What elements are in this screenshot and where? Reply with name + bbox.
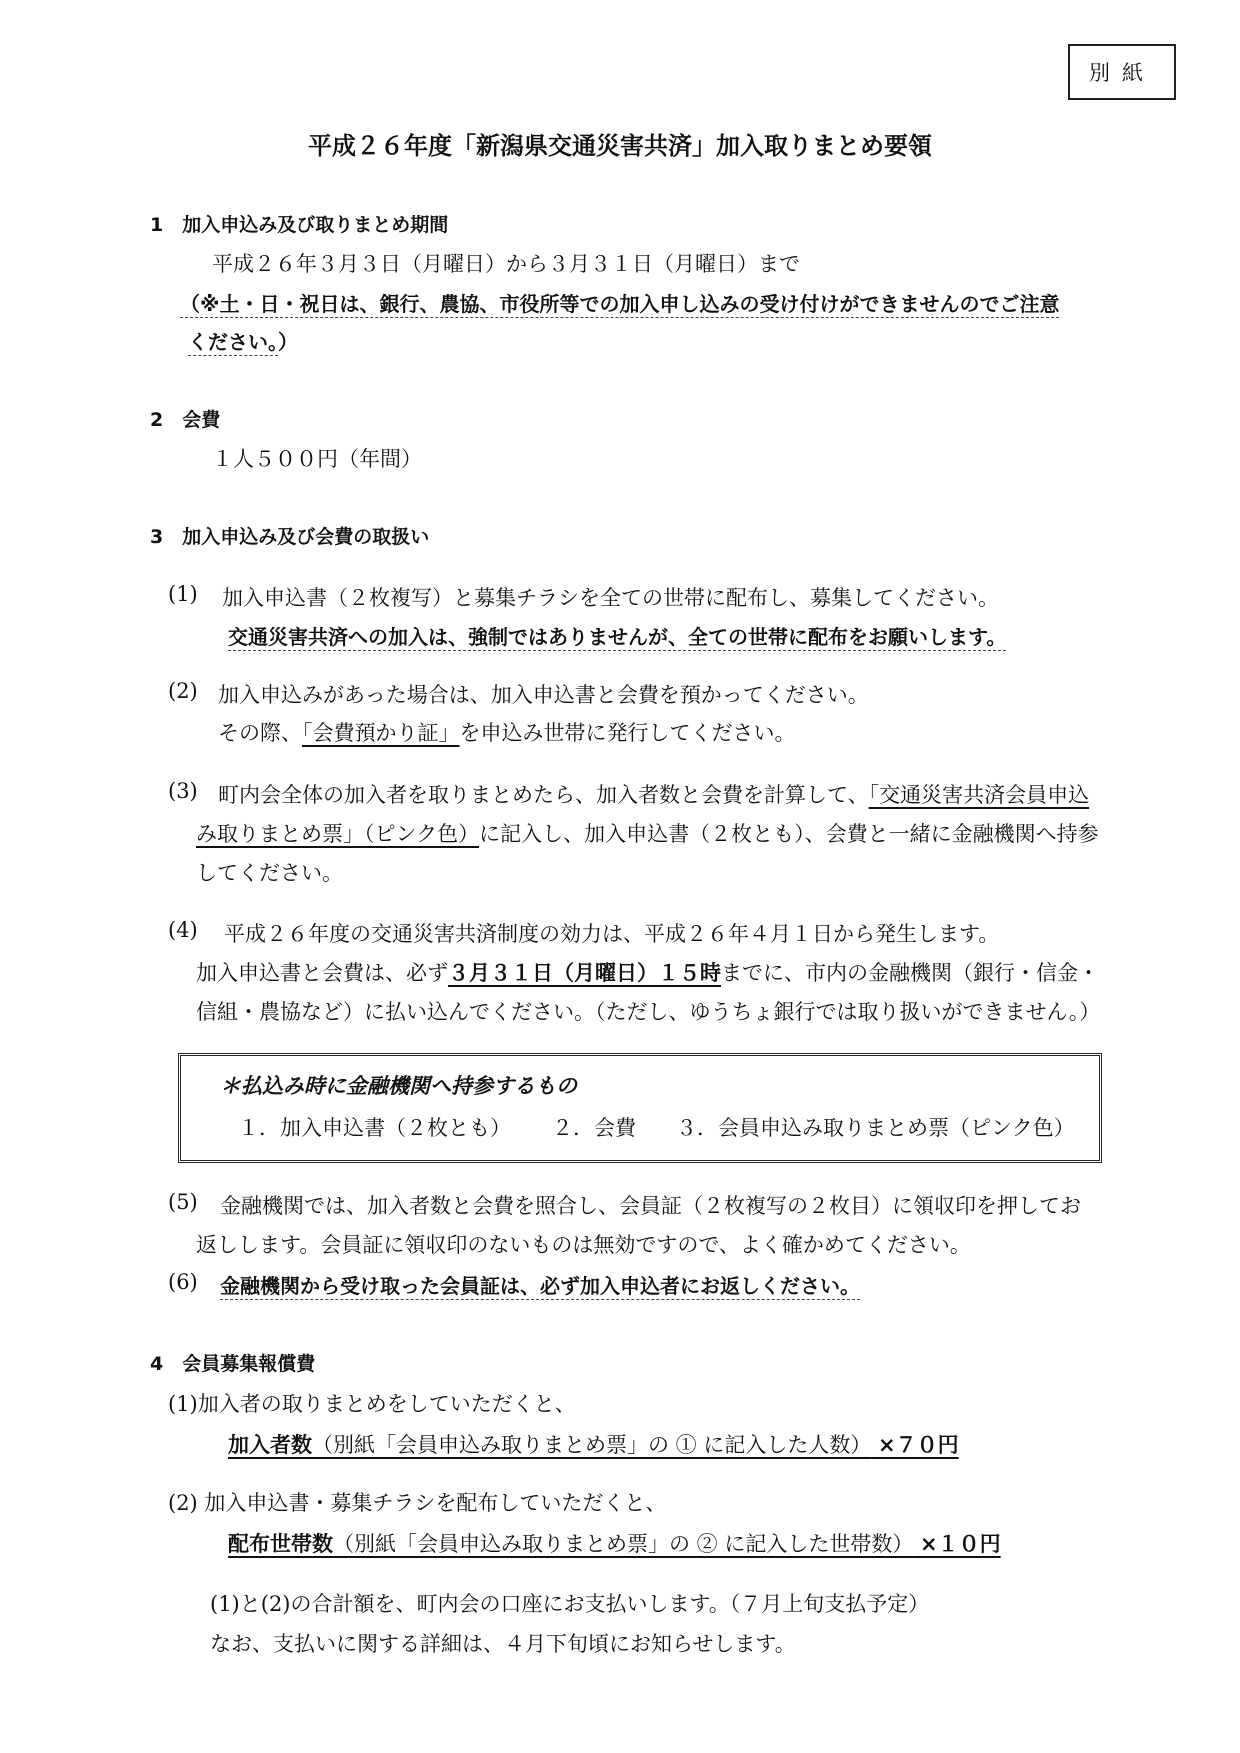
item-number: (3) <box>168 779 198 803</box>
bring-item-1: １．加入申込書（２枚とも） <box>238 1116 511 1140</box>
section-1-heading: 1 加入申込み及び取りまとめ期間 <box>150 214 449 236</box>
item-3-2-line2: その際、「会費預かり証」を申込み世帯に発行してください。 <box>218 721 796 745</box>
item-number: (2) <box>168 679 198 703</box>
section-2-heading: 2 会費 <box>150 409 221 431</box>
item-3-1-line2: 交通災害共済への加入は、強制ではありませんが、全ての世帯に配布をお願いします。 <box>228 625 1007 649</box>
item-3-3-line1: 町内会全体の加入者を取りまとめたら、加入者数と会費を計算して、「交通災害共済会員申込 <box>218 783 1090 807</box>
item-3-3-line3: してください。 <box>196 861 343 885</box>
item-3-5-line1: 金融機関では、加入者数と会費を照合し、会員証（２枚複写の２枚目）に領収印を押してお <box>220 1194 1081 1218</box>
item-3-4-line2: 加入申込書と会費は、必ず３月３１日（月曜日）１５時までに、市内の金融機関（銀行・信金・ <box>196 961 1099 985</box>
reward-1-formula: 加入者数（別紙「会員申込み取りまとめ票」の ① に記入した人数） ×７０円 <box>228 1433 959 1457</box>
attachment-label: 別紙 <box>1068 44 1176 100</box>
application-period: 平成２６年３月３日（月曜日）から３月３１日（月曜日）まで <box>212 252 800 276</box>
item-number: (6) <box>168 1270 198 1294</box>
weekend-notice-line2: ください。） <box>188 330 298 354</box>
page-title: 平成２６年度「新潟県交通災害共済」加入取りまとめ要領 <box>308 132 932 160</box>
item-number: (5) <box>168 1190 198 1214</box>
membership-fee: １人５００円（年間） <box>212 447 422 471</box>
bring-item-2: ２．会費 <box>552 1116 636 1140</box>
item-number: (1) <box>168 582 198 606</box>
item-3-2-line1: 加入申込みがあった場合は、加入申込書と会費を預かってください。 <box>218 683 869 707</box>
reward-2-intro: (2) 加入申込書・募集チラシを配布していただくと、 <box>168 1491 667 1515</box>
payment-details-note: なお、支払いに関する詳細は、４月下旬頃にお知らせします。 <box>210 1632 796 1656</box>
bring-items-heading: ＊払込み時に金融機関へ持参するもの <box>220 1074 577 1098</box>
bring-item-3: ３．会員申込み取りまとめ票（ピンク色） <box>676 1116 1075 1140</box>
item-number: (4) <box>168 918 198 942</box>
weekend-notice-line1: （※土・日・祝日は、銀行、農協、市役所等での加入申し込みの受け付けができませんのでご注意 <box>180 292 1060 316</box>
item-3-3-line2: み取りまとめ票」（ピンク色）に記入し、加入申込書（２枚とも）、会費と一緒に金融機関へ持参 <box>196 822 1099 846</box>
item-3-4-line3: 信組・農協など）に払い込んでください。（ただし、ゆうちょ銀行では取り扱いができません。） <box>196 1000 1101 1024</box>
section-4-heading: 4 会員募集報償費 <box>150 1353 316 1375</box>
payment-note: (1)と(2)の合計額を、町内会の口座にお支払いします。（７月上旬支払予定） <box>210 1592 930 1616</box>
item-3-4-line1: 平成２６年度の交通災害共済制度の効力は、平成２６年４月１日から発生します。 <box>224 922 1000 946</box>
reward-1-intro: (1)加入者の取りまとめをしていただくと、 <box>168 1392 576 1416</box>
item-3-5-line2: 返しします。会員証に領収印のないものは無効ですので、よく確かめてください。 <box>196 1233 971 1257</box>
item-3-6-line1: 金融機関から受け取った会員証は、必ず加入申込者にお返しください。 <box>220 1274 860 1298</box>
section-3-heading: 3 加入申込み及び会費の取扱い <box>150 526 430 548</box>
reward-2-formula: 配布世帯数（別紙「会員申込み取りまとめ票」の ② に記入した世帯数） ×１０円 <box>228 1532 1001 1556</box>
item-3-1-line1: 加入申込書（２枚複写）と募集チラシを全ての世帯に配布し、募集してください。 <box>222 586 999 610</box>
